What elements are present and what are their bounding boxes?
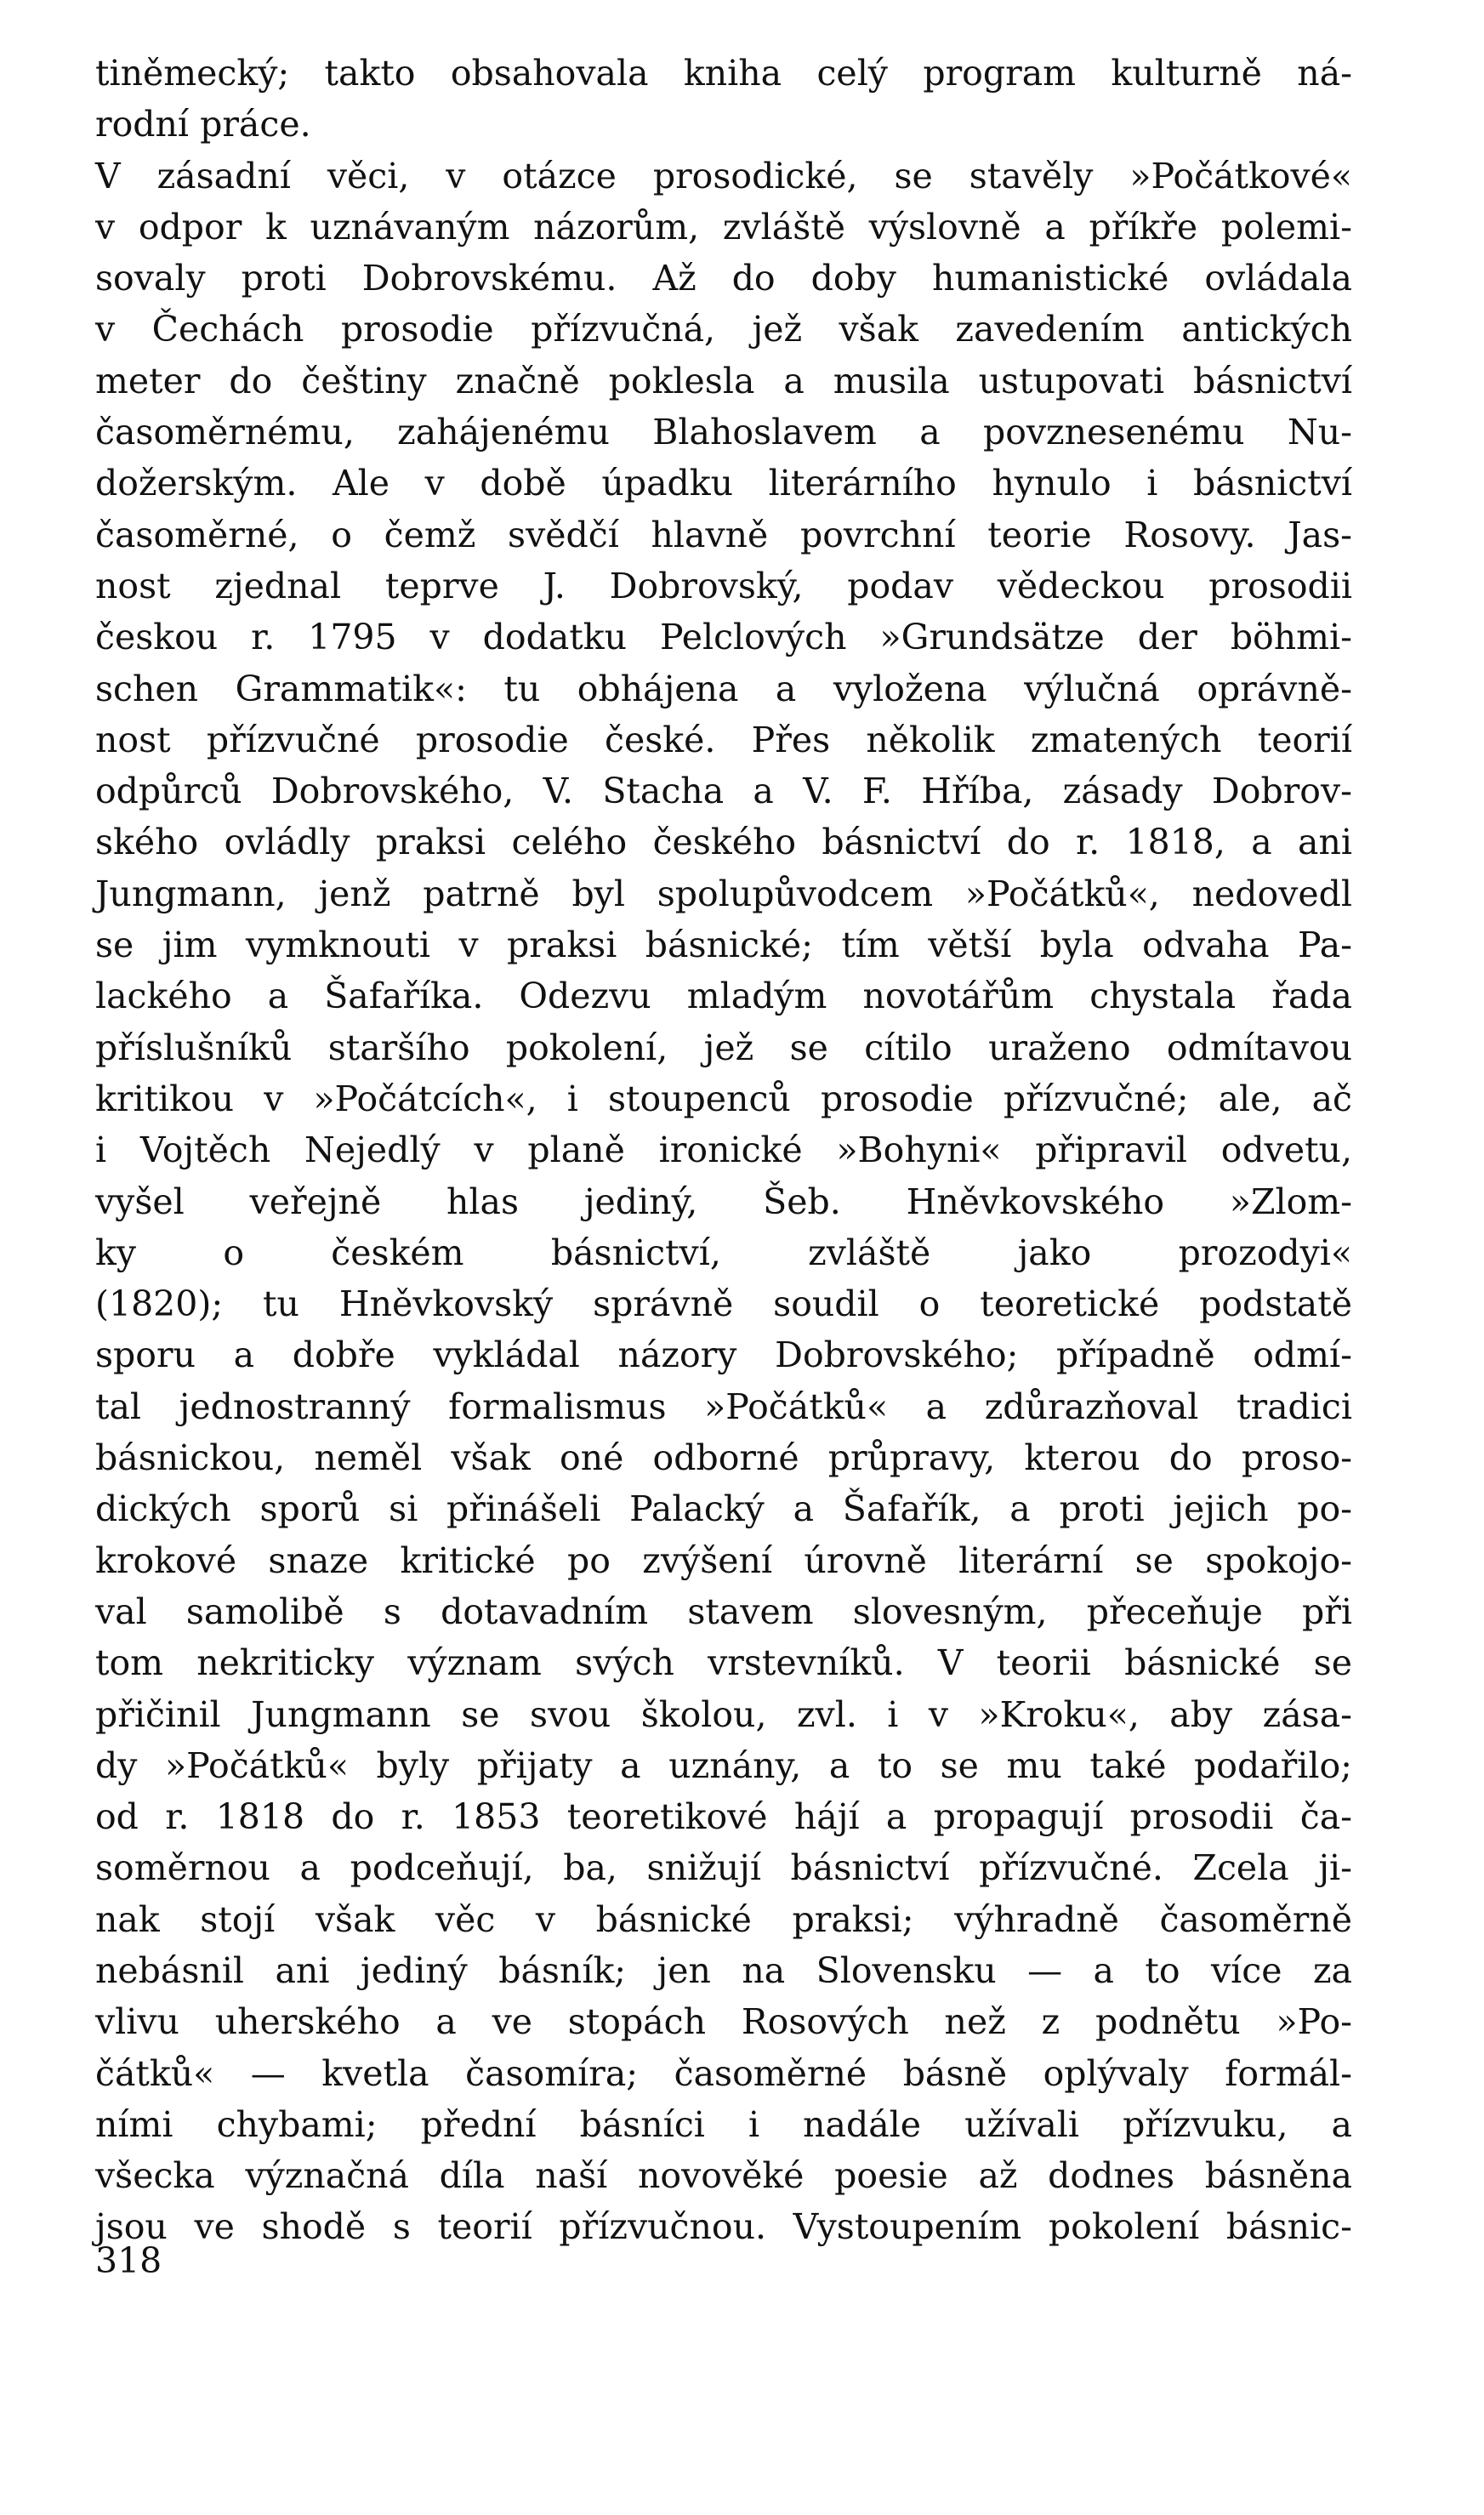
text-line: V zásadní věci, v otázce prosodické, se stavěly »Počátkové« <box>95 155 1352 196</box>
text-line: od r. 1818 do r. 1853 teoretikové hájí a propagují prosodii ča- <box>95 1796 1352 1838</box>
text-line: v Čechách prosodie přízvučná, jež však zavedením antických <box>95 309 1352 350</box>
text-line: lackého a Šafaříka. Odezvu mladým novotářům chystala řada <box>95 976 1352 1017</box>
text-line: krokové snaze kritické po zvýšení úrovně literární se spokojo- <box>95 1539 1352 1581</box>
text-line: ky o českém básnictví, zvláště jako prozodyi« <box>95 1232 1352 1273</box>
text-line: časoměrné, o čemž svědčí hlavně povrchní teorie Rosovy. Jas- <box>95 514 1352 555</box>
text-line: tal jednostranný formalismus »Počátků« a zdůrazňoval tradici <box>95 1386 1352 1427</box>
text-line: Jungmann, jenž patrně byl spolupůvodcem »Počátků«, nedovedl <box>95 873 1352 914</box>
text-line: i Vojtěch Nejedlý v planě ironické »Bohyni« připravil odvetu, <box>95 1129 1352 1171</box>
text-line: se jim vymknouti v praksi básnické; tím větší byla odvaha Pa- <box>95 925 1352 966</box>
text-line: sovaly proti Dobrovskému. Až do doby humanistické ovládala <box>95 258 1352 299</box>
text-line: dožerským. Ale v době úpadku literárního hynulo i básnictví <box>95 463 1352 504</box>
text-line: jsou ve shodě s teorií přízvučnou. Vystoupením pokolení básnic- <box>95 2206 1352 2248</box>
text-line: schen Grammatik«: tu obhájena a vyložena výlučná oprávně- <box>95 668 1352 709</box>
text-line: v odpor k uznávaným názorům, zvláště výslovně a příkře polemi- <box>95 206 1352 248</box>
text-line: přičinil Jungmann se svou školou, zvl. i v »Kroku«, aby zása- <box>95 1693 1352 1735</box>
text-line: meter do češtiny značně poklesla a musila ustupovati básnictví <box>95 360 1352 401</box>
text-line: časoměrnému, zahájenému Blahoslavem a povznesenému Nu- <box>95 412 1352 453</box>
text-line: tiněmecký; takto obsahovala kniha celý program kulturně ná- <box>95 53 1352 94</box>
text-line: všecka význačná díla naší novověké poesie až dodnes básněna <box>95 2155 1352 2197</box>
text-line: sporu a dobře vykládal názory Dobrovského; případně odmí- <box>95 1334 1352 1376</box>
text-line: vlivu uherského a ve stopách Rosových než z podnětu »Po- <box>95 2001 1352 2043</box>
text-line: (1820); tu Hněvkovský správně soudil o teoretické podstatě <box>95 1283 1352 1325</box>
page-number: 318 <box>95 2240 162 2281</box>
text-line: ského ovládly praksi celého českého básnictví do r. 1818, a ani <box>95 822 1352 863</box>
text-line: českou r. 1795 v dodatku Pelclových »Grundsätze der böhmi- <box>95 617 1352 658</box>
text-line: kritikou v »Počátcích«, i stoupenců prosodie přízvučné; ale, ač <box>95 1078 1352 1119</box>
text-line: básnickou, neměl však oné odborné průpravy, kterou do proso- <box>95 1437 1352 1479</box>
text-line: soměrnou a podceňují, ba, snižují básnictví přízvučné. Zcela ji- <box>95 1847 1352 1889</box>
text-line: nost přízvučné prosodie české. Přes několik zmatených teorií <box>95 719 1352 760</box>
text-line: příslušníků staršího pokolení, jež se cítilo uraženo odmítavou <box>95 1027 1352 1068</box>
text-line: nak stojí však věc v básnické praksi; výhradně časoměrně <box>95 1898 1352 1940</box>
text-line: dických sporů si přinášeli Palacký a Šafařík, a proti jejich po- <box>95 1488 1352 1530</box>
body-text <box>95 48 1352 2253</box>
text-line: vyšel veřejně hlas jediný, Šeb. Hněvkovského »Zlom- <box>95 1181 1352 1222</box>
text-line: nost zjednal teprve J. Dobrovský, podav vědeckou prosodii <box>95 565 1352 606</box>
text-line: ními chybami; přední básníci i nadále užívali přízvuku, a <box>95 2103 1352 2145</box>
text-line: rodní práce. <box>95 104 311 145</box>
text-line: odpůrců Dobrovského, V. Stacha a V. F. Hříba, zásady Dobrov- <box>95 771 1352 812</box>
text-line: nebásnil ani jediný básník; jen na Slovensku — a to více za <box>95 1949 1352 1991</box>
text-line: čátků« — kvetla časomíra; časoměrné básně oplývaly formál- <box>95 2052 1352 2094</box>
text-line: dy »Počátků« byly přijaty a uznány, a to se mu také podařilo; <box>95 1744 1352 1786</box>
text-line: val samolibě s dotavadním stavem slovesným, přeceňuje při <box>95 1590 1352 1632</box>
text-line: tom nekriticky význam svých vrstevníků. V teorii básnické se <box>95 1642 1352 1684</box>
